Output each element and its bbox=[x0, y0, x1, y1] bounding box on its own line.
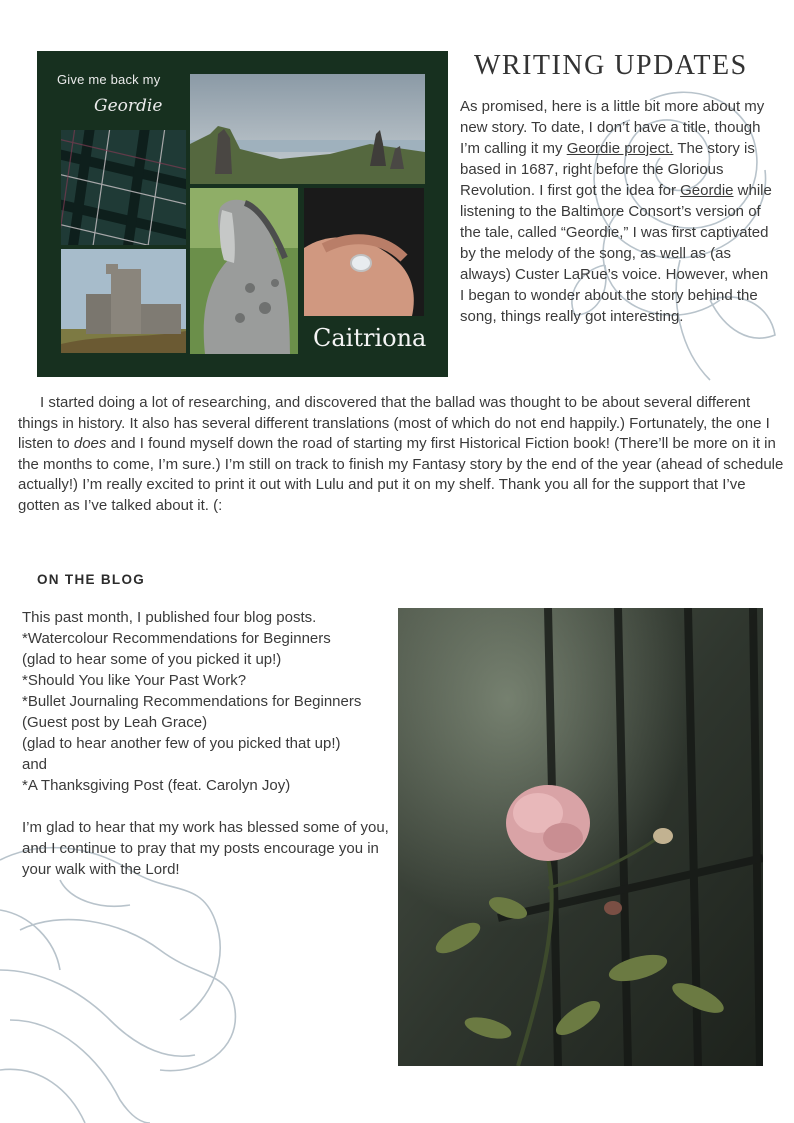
blog-line: (glad to hear some of you picked it up!) bbox=[22, 651, 282, 668]
intro-text-2: The story is based in 1687, right before the Glorious Revolution. I first got the idea for bbox=[460, 140, 755, 199]
ring-photo bbox=[304, 188, 424, 316]
body-paragraph bbox=[18, 393, 788, 516]
blog-line: *Bullet Journaling Recommendations for Beginners (Guest post by Leah Grace) bbox=[22, 693, 362, 731]
blog-line: *Watercolour Recommendations for Beginners bbox=[22, 630, 331, 647]
body-text-1: I started doing a lot of researching, and discovered that the ballad was thought to be about several different things in history. It also has several different translations (most of which do not end happily.) Fortunately, the one I listen to bbox=[18, 394, 770, 452]
blog-line: *Should You like Your Past Work? bbox=[22, 672, 247, 689]
intro-text-3: while listening to the Baltimore Consort’s version of the tale, called “Geordie,” I was first captivated by the melody of the song, as well as (as always) Custer LaRue’s voice. However, when I began to wonder about the story behind the song, things really got interesting. bbox=[460, 182, 772, 325]
blog-line: I’m glad to hear that my work has blessed some of you, and I continue to pray that my posts encourage you in your walk with the Lord! bbox=[22, 819, 389, 878]
blog-post-list bbox=[22, 607, 394, 880]
blog-line: This past month, I published four blog posts. bbox=[22, 609, 317, 626]
blog-line: *A Thanksgiving Post (feat. Carolyn Joy) bbox=[22, 777, 291, 794]
blog-section-heading: ON THE BLOG bbox=[37, 572, 146, 587]
landscape-photo bbox=[190, 74, 425, 184]
castle-photo bbox=[61, 249, 186, 353]
geordie-project-link[interactable]: Geordie project. bbox=[566, 140, 674, 157]
horse-photo bbox=[190, 188, 298, 354]
body-emphasis: does bbox=[73, 435, 107, 452]
blog-line bbox=[22, 796, 394, 817]
intro-paragraph bbox=[460, 96, 772, 327]
tartan-fabric-photo bbox=[61, 130, 186, 245]
moodboard-title-line2: Geordie bbox=[94, 96, 163, 116]
rose-photo bbox=[398, 608, 763, 1066]
geordie-link[interactable]: Geordie bbox=[680, 182, 734, 199]
intro-text-1: As promised, here is a little bit more about my new story. To date, I don’t have a title, though I’m calling it my bbox=[460, 98, 765, 157]
moodboard-title-line1: Give me back my bbox=[57, 72, 161, 87]
blog-line: (glad to hear another few of you picked that up!) bbox=[22, 735, 341, 752]
blog-line: and bbox=[22, 756, 48, 773]
moodboard-caption: Caitriona bbox=[313, 324, 427, 352]
page-heading: WRITING UPDATES bbox=[474, 50, 748, 81]
body-text-2: and I found myself down the road of starting my first Historical Fiction book! (There’ll be more on it in the months to come, I’m sure.) I’m still on track to finish my Fantasy story by the end of the year (ahead of schedule actually!) I’m really excited to print it out with Lulu and put it on my shelf. Thank you all for the support that I’ve gotten as I’ve talked about it. (: bbox=[18, 435, 784, 514]
